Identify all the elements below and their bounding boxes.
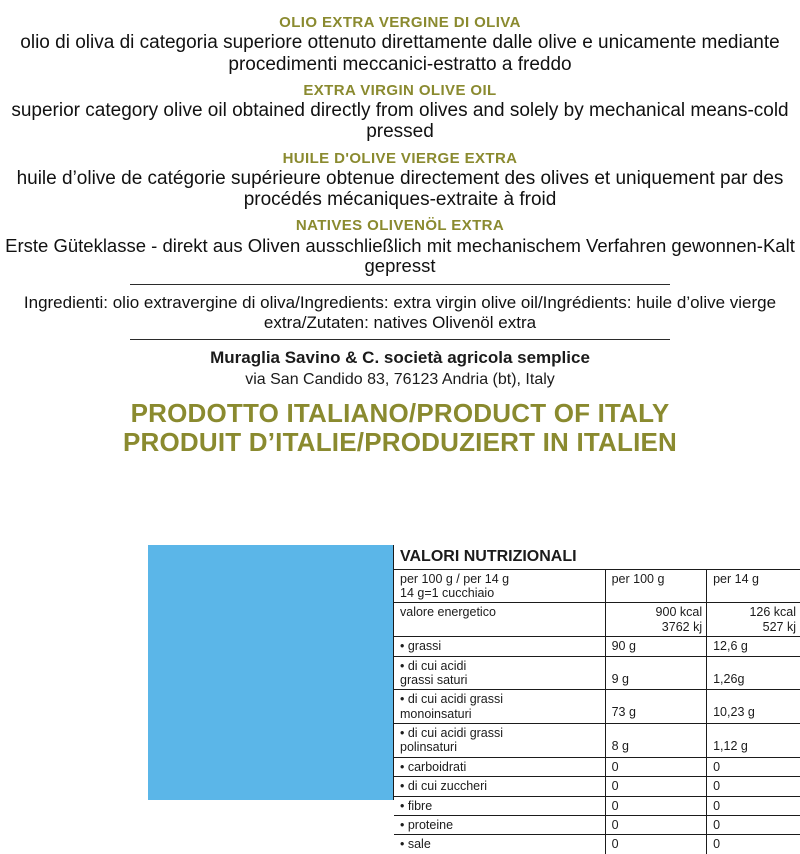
saturates-14-value: 1,26g [713, 671, 745, 686]
row-label-polyunsaturates-line2: polinsaturi [400, 740, 457, 755]
row-value-protein-100: 0 [605, 815, 707, 834]
divider-above-producer [130, 339, 670, 340]
divider-above-ingredients [130, 284, 670, 285]
row-label-protein [394, 815, 605, 834]
product-of-italy-line1: PRODOTTO ITALIANO/PRODUCT OF ITALY [130, 397, 670, 428]
row-label-polyunsaturates [394, 724, 605, 758]
header-basis-line2: 14 g=1 cucchiaio [400, 586, 495, 601]
bullet-polyunsaturates-line1: • di cui acidi grassi [400, 726, 601, 740]
bullet-sugars: • di cui zuccheri [400, 779, 487, 793]
producer-address: via San Candido 83, 76123 Andria (bt), Italy [245, 370, 555, 388]
row-value-saturates-14 [707, 656, 800, 690]
row-value-sugars-14: 0 [707, 777, 800, 796]
lang-body-fr: huile d’olive de catégorie supérieure obtenue directement des olives et uniquement par des procédés mécaniques-extraite à froid [16, 167, 784, 211]
monounsaturates-14-value: 10,23 g [713, 705, 755, 720]
table-row [394, 757, 800, 776]
label-text-block [0, 14, 800, 457]
table-row [394, 815, 800, 834]
table-row [394, 637, 800, 656]
row-value-polyunsaturates-14 [707, 724, 800, 758]
lang-body-de: Erste Güteklasse - direkt aus Oliven ausschließlich mit mechanischem Verfahren gewonnen-Kalt gepresst [5, 234, 795, 277]
header-cell-per14: per 14 g [707, 570, 800, 603]
header-cell-basis [394, 570, 605, 603]
row-value-energy-100 [605, 603, 707, 637]
bullet-protein: • proteine [400, 818, 453, 832]
energy-14-kcal: 126 kcal [749, 605, 796, 620]
row-value-carbohydrates-14: 0 [707, 757, 800, 776]
row-value-polyunsaturates-100 [605, 724, 707, 758]
row-label-sugars [394, 777, 605, 796]
nutrition-panel [393, 545, 800, 852]
header-basis-line1: per 100 g / per 14 g [400, 572, 510, 587]
row-label-saturates-line2: grassi saturi [400, 672, 468, 687]
table-row [394, 777, 800, 796]
product-of-italy-line2: PRODUIT D’ITALIE/PRODUZIERT IN ITALIEN [122, 426, 678, 457]
lang-title-it: OLIO EXTRA VERGINE DI OLIVA [279, 14, 521, 31]
row-value-monounsaturates-100 [605, 690, 707, 724]
bullet-fibre: • fibre [400, 799, 432, 813]
blue-panel [148, 545, 800, 852]
row-value-saturates-100 [605, 656, 707, 690]
row-label-carbohydrates [394, 757, 605, 776]
lang-body-it: olio di oliva di categoria superiore ottenuto direttamente dalle olive e unicamente mediante procedimenti meccanici-estratto a freddo [20, 32, 780, 75]
table-row [394, 656, 800, 690]
row-value-carbohydrates-100: 0 [605, 757, 707, 776]
row-label-fat [394, 637, 605, 656]
monounsaturates-100-value: 73 g [611, 705, 636, 720]
lang-title-de: NATIVES OLIVENÖL EXTRA [295, 217, 505, 235]
table-row [394, 796, 800, 815]
table-row [394, 603, 800, 637]
row-label-energy: valore energetico [394, 603, 605, 637]
bullet-fat: • grassi [400, 639, 441, 653]
lang-body-en: superior category olive oil obtained directly from olives and solely by mechanical means-cold pressed [11, 100, 789, 143]
energy-100-kj: 3762 kj [661, 619, 703, 634]
ingredients-text: Ingredienti: olio extravergine di oliva/Ingredients: extra virgin olive oil/Ingrédients: huile d’olive vierge extra/Zutaten: natives Olivenöl extra [23, 293, 777, 333]
bullet-salt: • sale [400, 837, 431, 851]
row-value-fibre-100: 0 [605, 796, 707, 815]
row-label-monounsaturates-line2: monoinsaturi [400, 706, 472, 721]
row-value-fat-14: 12,6 g [707, 637, 800, 656]
row-label-fibre [394, 796, 605, 815]
row-value-sugars-100: 0 [605, 777, 707, 796]
row-value-salt-100: 0 [605, 835, 707, 854]
polyunsaturates-14-value: 1,12 g [713, 739, 748, 754]
lang-title-en: EXTRA VIRGIN OLIVE OIL [303, 81, 497, 99]
nutrition-title: VALORI NUTRIZIONALI [394, 545, 800, 570]
row-label-monounsaturates [394, 690, 605, 724]
producer-name: Muraglia Savino & C. società agricola semplice [210, 348, 590, 368]
row-value-fibre-14: 0 [707, 796, 800, 815]
row-value-salt-14: 0 [707, 835, 800, 854]
polyunsaturates-100-value: 8 g [611, 739, 629, 754]
bullet-monounsaturates-line1: • di cui acidi grassi [400, 692, 601, 706]
row-label-saturates [394, 656, 605, 690]
energy-14-kj: 527 kj [762, 619, 796, 634]
lang-title-fr: HUILE D'OLIVE VIERGE EXTRA [282, 149, 518, 167]
saturates-100-value: 9 g [611, 671, 629, 686]
nutrition-table [394, 570, 800, 853]
table-row [394, 724, 800, 758]
row-value-monounsaturates-14 [707, 690, 800, 724]
row-value-fat-100: 90 g [605, 637, 707, 656]
table-row [394, 690, 800, 724]
table-header-row [394, 570, 800, 603]
table-row [394, 835, 800, 854]
header-cell-per100: per 100 g [605, 570, 707, 603]
bullet-saturates-line1: • di cui acidi [400, 659, 601, 673]
row-label-salt [394, 835, 605, 854]
bullet-carbohydrates: • carboidrati [400, 760, 466, 774]
energy-100-kcal: 900 kcal [655, 605, 703, 620]
row-value-protein-14: 0 [707, 815, 800, 834]
row-value-energy-14 [707, 603, 800, 637]
